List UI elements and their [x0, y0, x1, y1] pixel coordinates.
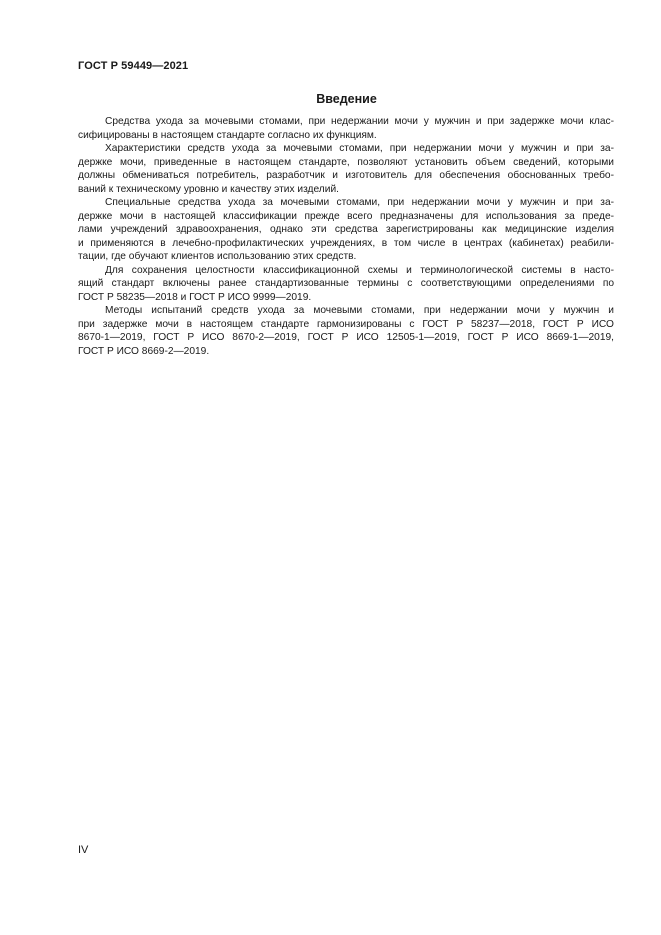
- paragraph: [78, 304, 614, 358]
- standard-identifier: ГОСТ Р 59449—2021: [78, 60, 189, 72]
- paragraph: [78, 264, 614, 305]
- paragraph-line: должны обмениваться потребитель, разработчик и изготовитель для обеспечения обоснованных требо-: [78, 170, 614, 181]
- body-text: [78, 115, 614, 358]
- paragraph-line: при задержке мочи в настоящем стандарте гармонизированы с ГОСТ Р 58237—2018, ГОСТ Р ИСО: [78, 318, 614, 330]
- paragraph-line: Характеристики средств ухода за мочевыми стомами, при недержании мочи у мужчин и при за-: [105, 143, 614, 154]
- paragraph-line: сифицированы в настоящем стандарте согласно их функциям.: [78, 129, 377, 141]
- paragraph-line: ГОСТ Р ИСО 8669-2—2019.: [78, 345, 210, 357]
- paragraph: [78, 196, 614, 264]
- paragraph-line: ГОСТ Р 58235—2018 и ГОСТ Р ИСО 9999—2019.: [78, 291, 312, 303]
- page-number: IV: [78, 844, 89, 856]
- paragraph: [78, 142, 614, 196]
- paragraph-line: ящий стандарт включены ранее стандартизованные термины с соответствующими определениями по: [78, 278, 614, 289]
- paragraph-line: Методы испытаний средств ухода за мочевыми стомами, при недержании мочи у мужчин и: [105, 305, 614, 316]
- paragraph-line: держке мочи, приведенные в настоящем стандарте, позволяют установить объем сведений, которыми: [78, 156, 614, 168]
- paragraph-line: тации, где обучают клиентов использованию этих средств.: [78, 251, 357, 262]
- paragraph-line: держке мочи в настоящей классификации прежде всего предназначены для использования за преде-: [78, 210, 614, 222]
- paragraph: [78, 115, 614, 142]
- section-title: Введение: [316, 92, 377, 106]
- paragraph-line: Для сохранения целостности классификационной схемы и терминологической системы в насто-: [105, 264, 614, 276]
- paragraph-line: ваний к техническому уровню и качеству этих изделий.: [78, 183, 339, 195]
- paragraph-line: и применяются в лечебно-профилактических учреждениях, в том числе в центрах (кабинетах) реабили-: [78, 237, 614, 249]
- paragraph-line: Средства ухода за мочевыми стомами, при недержании мочи у мужчин и при задержке мочи клас-: [105, 116, 614, 127]
- paragraph-line: 8670-1—2019, ГОСТ Р ИСО 8670-2—2019, ГОСТ Р ИСО 12505-1—2019, ГОСТ Р ИСО 8669-1—2019,: [78, 332, 614, 343]
- paragraph-line: лами учреждений здравоохранения, однако эти средства зарегистрированы как медицинские изделия: [78, 224, 614, 235]
- paragraph-line: Специальные средства ухода за мочевыми стомами, при недержании мочи у мужчин и при за-: [105, 197, 614, 208]
